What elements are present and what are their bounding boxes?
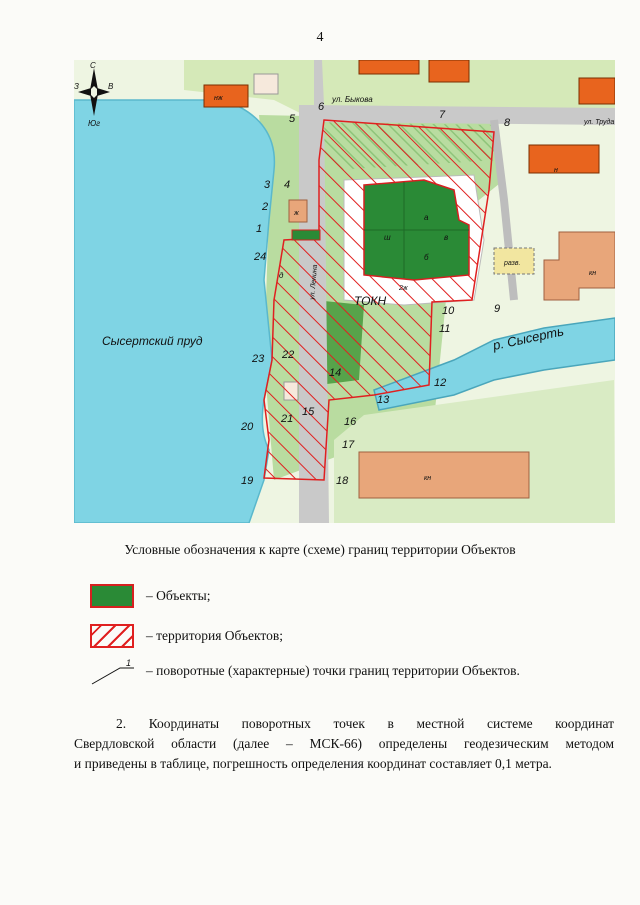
point-label-9: 9 [494,303,501,315]
point-label-12: 12 [434,377,447,389]
paragraph-line-2: Свердловской области (далее – МСК-66) определены геодезическим методом [74,736,614,751]
point-label-19: 19 [241,475,254,487]
point-label-5: 5 [289,113,296,125]
point-label-23: 23 [252,353,265,365]
compass-east: В [108,82,114,91]
legend-item-territory [90,623,283,649]
point-label-1: 1 [256,223,263,235]
point-label-3: 3 [264,179,271,191]
legend-points-text: – поворотные (характерные) точки границ территории Объектов. [146,663,520,678]
razv-label: разв. [504,260,521,267]
street-truda-label: ул. Труда [584,119,615,126]
label-kn-south: кн [424,475,432,482]
label-n: н [554,167,558,174]
label-2zh: 2ж [399,285,408,292]
coordinates-paragraph [74,714,614,774]
building-south [359,452,529,498]
pond-label: Сысертский пруд [102,334,203,348]
page-number: 4 [316,30,324,45]
turning-point-sample-number: 1 [126,658,132,668]
objects-swatch [90,584,134,608]
paragraph-line-1: 2. Координаты поворотных точек в местной системе координат [116,716,614,731]
building-nw-1 [204,85,248,107]
building-n-1 [359,60,419,74]
boundary-map [74,60,615,523]
compass-south: Юг [88,119,101,128]
label-a: а [424,213,429,222]
point-label-13: 13 [377,394,390,406]
compass-west: З [74,82,79,91]
map-canvas [74,60,615,523]
label-nzh-1: нж [214,95,223,102]
paragraph-line-3: и приведены в таблице, погрешность определения координат составляет 0,1 метра. [74,756,552,771]
label-v: в [444,233,449,242]
point-label-22: 22 [282,349,295,361]
legend-title: Условные обозначения к карте (схеме) границ территории Объектов [124,542,516,557]
point-label-10: 10 [442,305,455,317]
point-label-17: 17 [342,439,355,451]
pond-water [74,100,274,523]
legend-item-points [90,658,520,684]
territory-swatch [90,624,134,648]
building-east-1 [529,145,599,173]
compass-north: C [90,61,96,70]
point-label-2: 2 [262,201,269,213]
label-sh: ш [384,233,391,242]
point-label-8: 8 [504,117,511,129]
point-label-24: 24 [254,251,267,263]
object-small [292,230,320,240]
label-kn: кн [589,270,597,277]
point-label-7: 7 [439,109,446,121]
point-label-14: 14 [329,367,342,379]
tokn-label: ТОКН [354,294,387,308]
building-nw-2 [254,74,278,94]
label-zh: ж [294,210,299,217]
point-label-15: 15 [302,406,315,418]
building-n-2 [429,60,469,82]
legend-territory-text: – территория Объектов; [146,628,284,643]
river-label: р. Сысерть [491,323,566,353]
label-b: б [424,253,429,262]
point-label-6: 6 [318,101,325,113]
legend-objects-text: – Объекты; [146,588,211,603]
point-label-4: 4 [284,179,291,191]
legend-item-objects [90,583,210,609]
street-bykova-label: ул. Быкова [332,95,373,104]
label-d: д [279,271,284,280]
point-label-16: 16 [344,416,357,428]
point-label-11: 11 [439,323,451,335]
point-label-18: 18 [336,475,349,487]
turning-point-symbol [90,656,134,686]
point-label-21: 21 [281,413,294,425]
street-lenina-label: ул. Ленина [309,264,320,301]
point-label-20: 20 [241,421,254,433]
building-ne [579,78,615,104]
